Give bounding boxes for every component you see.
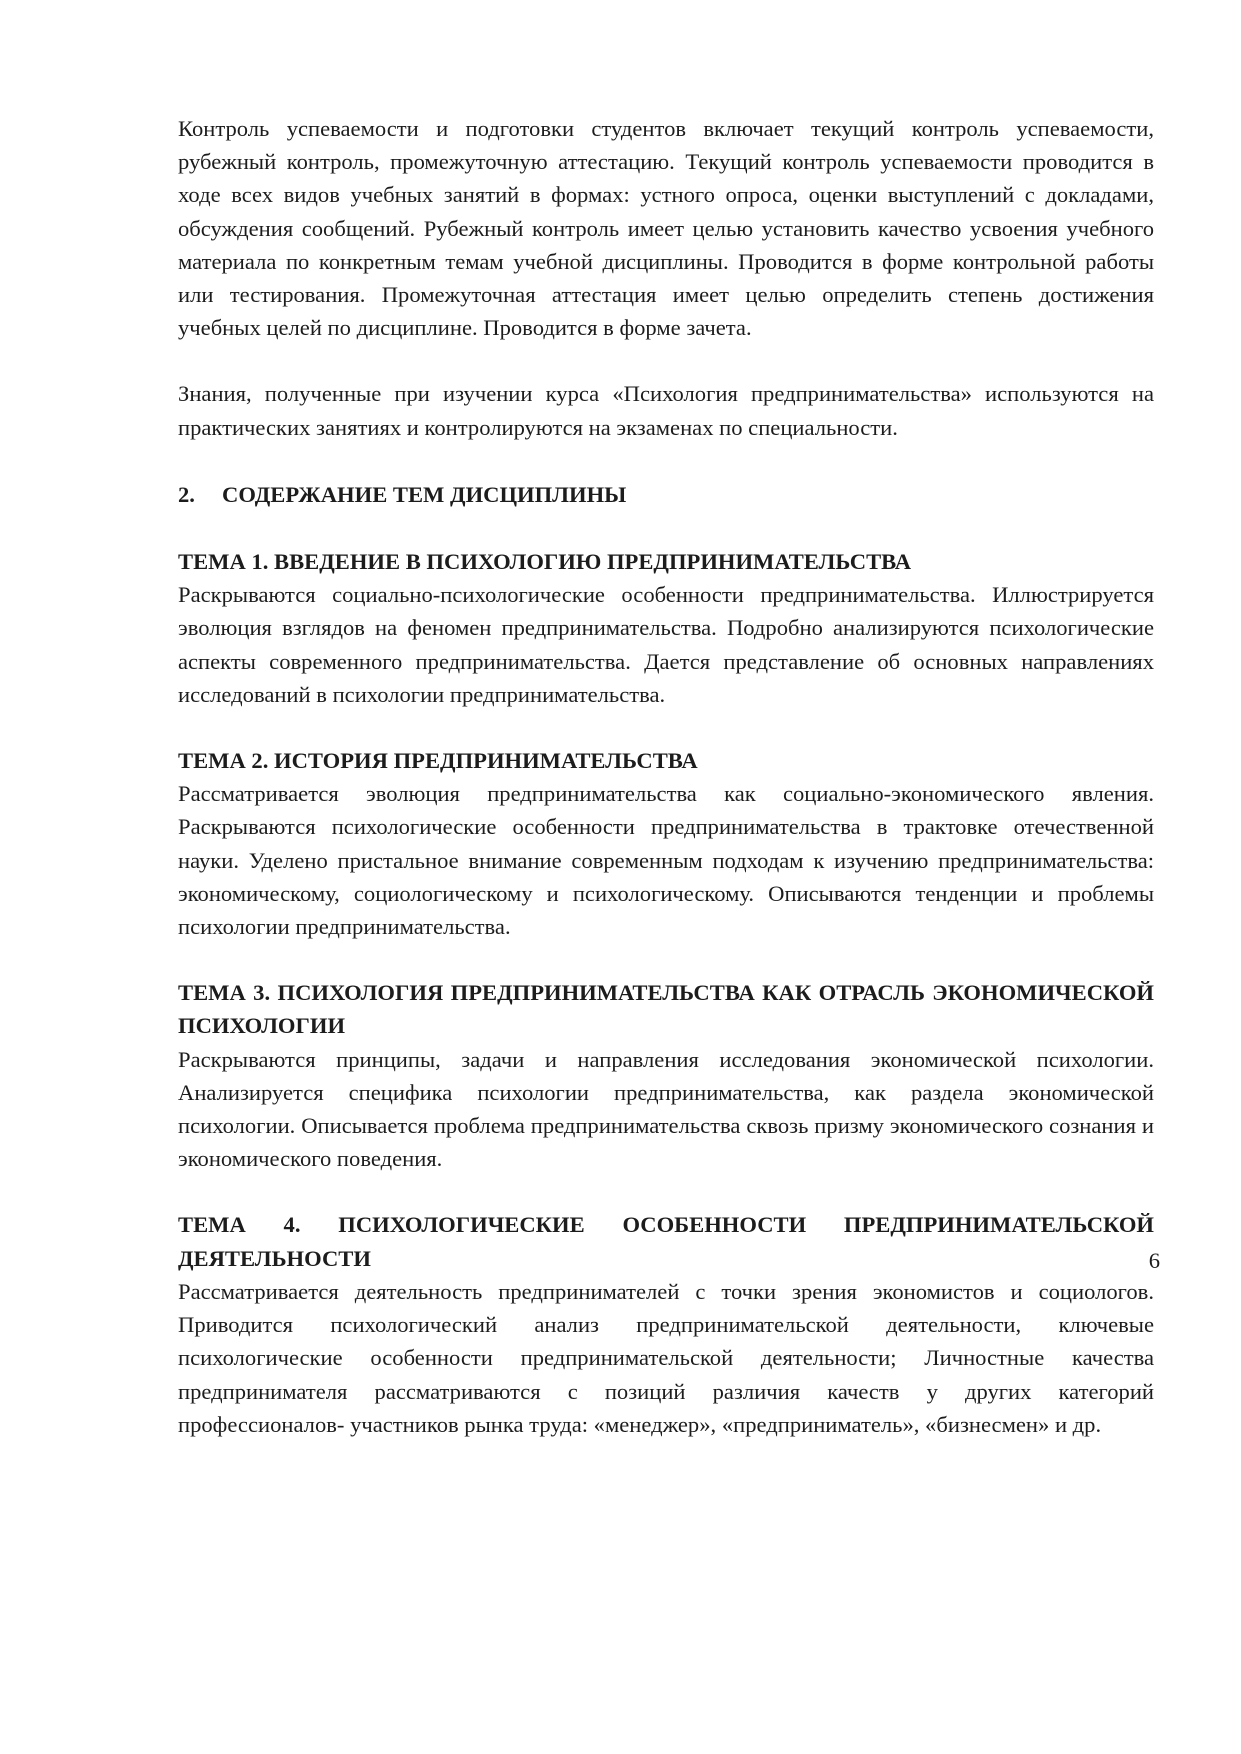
topic-3-title: ТЕМА 3. ПСИХОЛОГИЯ ПРЕДПРИНИМАТЕЛЬСТВА КАК ОТРАСЛЬ ЭКОНОМИЧЕСКОЙ ПСИХОЛОГИИ [178, 980, 1154, 1039]
section-title: СОДЕРЖАНИЕ ТЕМ ДИСЦИПЛИНЫ [222, 481, 627, 507]
section-number: 2. [178, 481, 195, 507]
intro-paragraph-control: Контроль успеваемости и подготовки студентов включает текущий контроль успеваемости, рубежный контроль, промежуточную аттестацию. Текущий контроль успеваемости проводится в ходе всех видов учебных занятий в формах: устного опроса, оценки выступлений с докладами, обсуждения сообщений. Рубежный контроль имеет целью установить качество усвоения учебного материала по конкретным темам учебной дисциплины. Проводится в форме контрольной работы или тестирования. Промежуточная аттестация имеет целью определить степень достижения учебных целей по дисциплине. Проводится в форме зачета. [178, 116, 1154, 341]
topic-1-text: Раскрываются социально-психологические особенности предпринимательства. Иллюстрируется эволюция взглядов на феномен предпринимательства. Подробно анализируются психологические аспекты современного предпринимательства. Дается представление об основных направлениях исследований в психологии предпринимательства. [178, 582, 1154, 707]
topic-2-title: ТЕМА 2. ИСТОРИЯ ПРЕДПРИНИМАТЕЛЬСТВА [178, 748, 698, 774]
section-heading [178, 478, 1154, 511]
intro-paragraph-knowledge: Знания, полученные при изучении курса «Психология предпринимательства» используются на практических занятиях и контролируются на экзаменах по специальности. [178, 381, 1154, 440]
page-content [178, 112, 1154, 1441]
topic-3-text: Раскрываются принципы, задачи и направления исследования экономической психологии. Анализируется специфика психологии предпринимательства, как раздела экономической психологии. Описывается проблема предпринимательства сквозь призму экономического сознания и экономического поведения. [178, 1046, 1154, 1172]
topic-4-text: Рассматривается деятельность предпринимателей с точки зрения экономистов и социологов. Приводится психологический анализ предпринимательской деятельности, ключевые психологические особенности предпринимательской деятельности; Личностные качества предпринимателя рассматриваются с позиций различия качеств у других категорий профессионалов- участников рынка труда: «менеджер», «предприниматель», «бизнесмен» и др. [178, 1278, 1154, 1437]
topic-1-title: ТЕМА 1. ВВЕДЕНИЕ В ПСИХОЛОГИЮ ПРЕДПРИНИМАТЕЛЬСТВА [178, 549, 912, 575]
page-number: 6 [1148, 1248, 1160, 1273]
topic-4-title: ТЕМА 4. ПСИХОЛОГИЧЕСКИЕ ОСОБЕННОСТИ ПРЕДПРИНИМАТЕЛЬСКОЙ ДЕЯТЕЛЬНОСТИ [178, 1212, 1154, 1271]
topic-2-text: Рассматривается эволюция предпринимательства как социально-экономического явления. Раскрываются психологические особенности предпринимательства в трактовке отечественной науки. Уделено пристальное внимание современным подходам к изучению предпринимательства: экономическому, социологическому и психологическому. Описываются тенденции и проблемы психологии предпринимательства. [178, 781, 1154, 940]
